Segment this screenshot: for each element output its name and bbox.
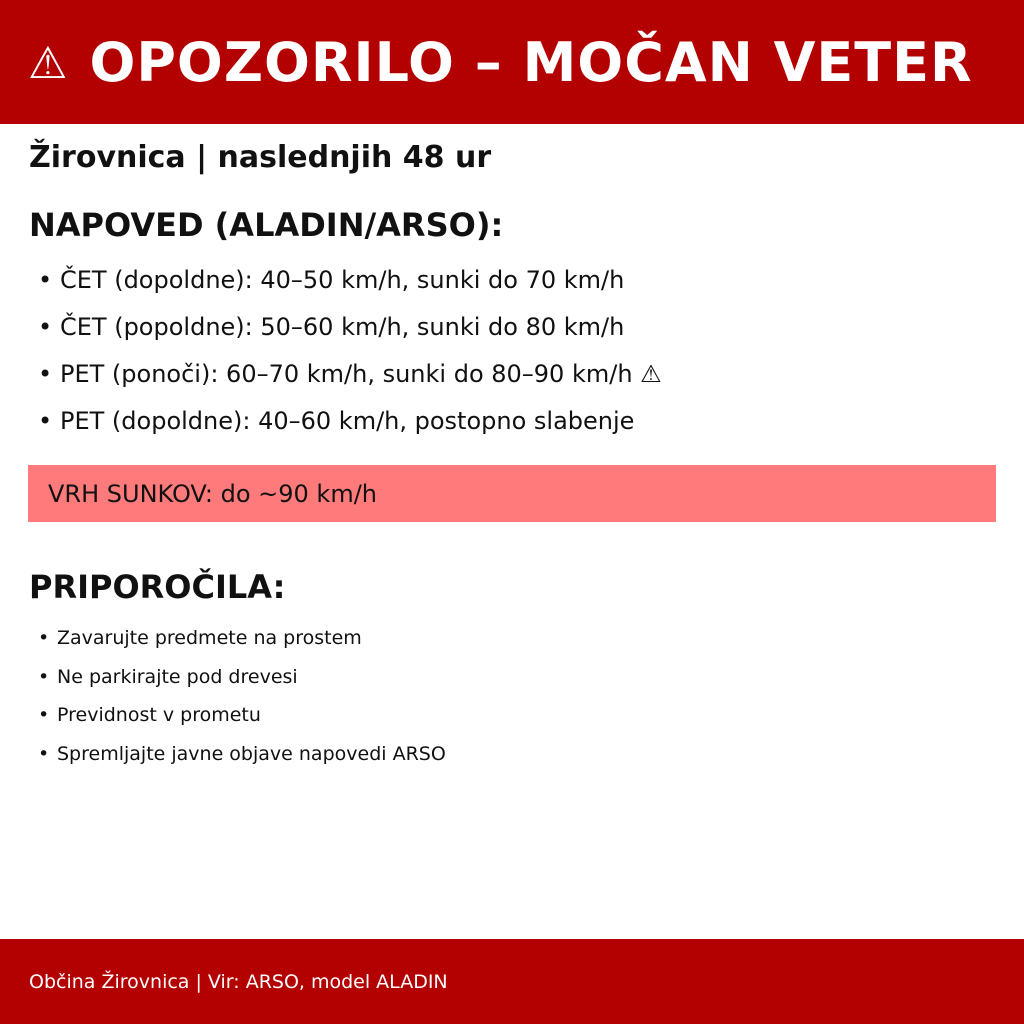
recommendation-item-text: Spremljajte javne objave napovedi ARSO <box>57 742 446 765</box>
footer-banner <box>0 939 1024 1024</box>
recommendations-list <box>38 624 446 778</box>
forecast-item-text: ČET (popoldne): 50–60 km/h, sunki do 80 km/h <box>60 313 625 341</box>
recommendation-item <box>38 663 446 702</box>
forecast-item <box>38 356 662 403</box>
forecast-item-text: ČET (dopoldne): 40–50 km/h, sunki do 70 km/h <box>60 266 625 294</box>
bullet-icon: • <box>38 313 53 341</box>
page-title: OPOZORILO – MOČAN VETER <box>89 30 973 94</box>
recommendation-item-text: Zavarujte predmete na prostem <box>57 627 362 649</box>
location-subtitle: Žirovnica | naslednjih 48 ur <box>29 140 492 175</box>
bullet-icon: • <box>38 704 50 726</box>
recommendation-item <box>38 701 446 740</box>
forecast-item-text: PET (dopoldne): 40–60 km/h, postopno slabenje <box>60 407 635 435</box>
peak-gusts-callout <box>28 465 996 522</box>
forecast-item <box>38 262 662 309</box>
bullet-icon: • <box>38 360 53 388</box>
forecast-item <box>38 309 662 356</box>
recommendations-heading: PRIPOROČILA: <box>29 568 286 606</box>
bullet-icon: • <box>38 627 50 649</box>
recommendation-item-text: Ne parkirajte pod drevesi <box>57 665 298 688</box>
recommendation-item <box>38 740 446 779</box>
warning-icon: ⚠ <box>28 38 68 89</box>
bullet-icon: • <box>38 266 53 294</box>
recommendation-item-text: Previdnost v prometu <box>57 704 261 726</box>
header-banner <box>0 0 1024 124</box>
forecast-item-text: PET (ponoči): 60–70 km/h, sunki do 80–90 km/h ⚠ <box>60 360 662 388</box>
forecast-item <box>38 403 662 450</box>
forecast-heading: NAPOVED (ALADIN/ARSO): <box>29 206 504 244</box>
bullet-icon: • <box>38 665 50 688</box>
bullet-icon: • <box>38 742 50 765</box>
bullet-icon: • <box>38 407 53 435</box>
forecast-list <box>38 262 662 450</box>
footer-text: Občina Žirovnica | Vir: ARSO, model ALADIN <box>29 970 448 993</box>
recommendation-item <box>38 624 446 663</box>
peak-gusts-text: VRH SUNKOV: do ~90 km/h <box>48 479 377 508</box>
